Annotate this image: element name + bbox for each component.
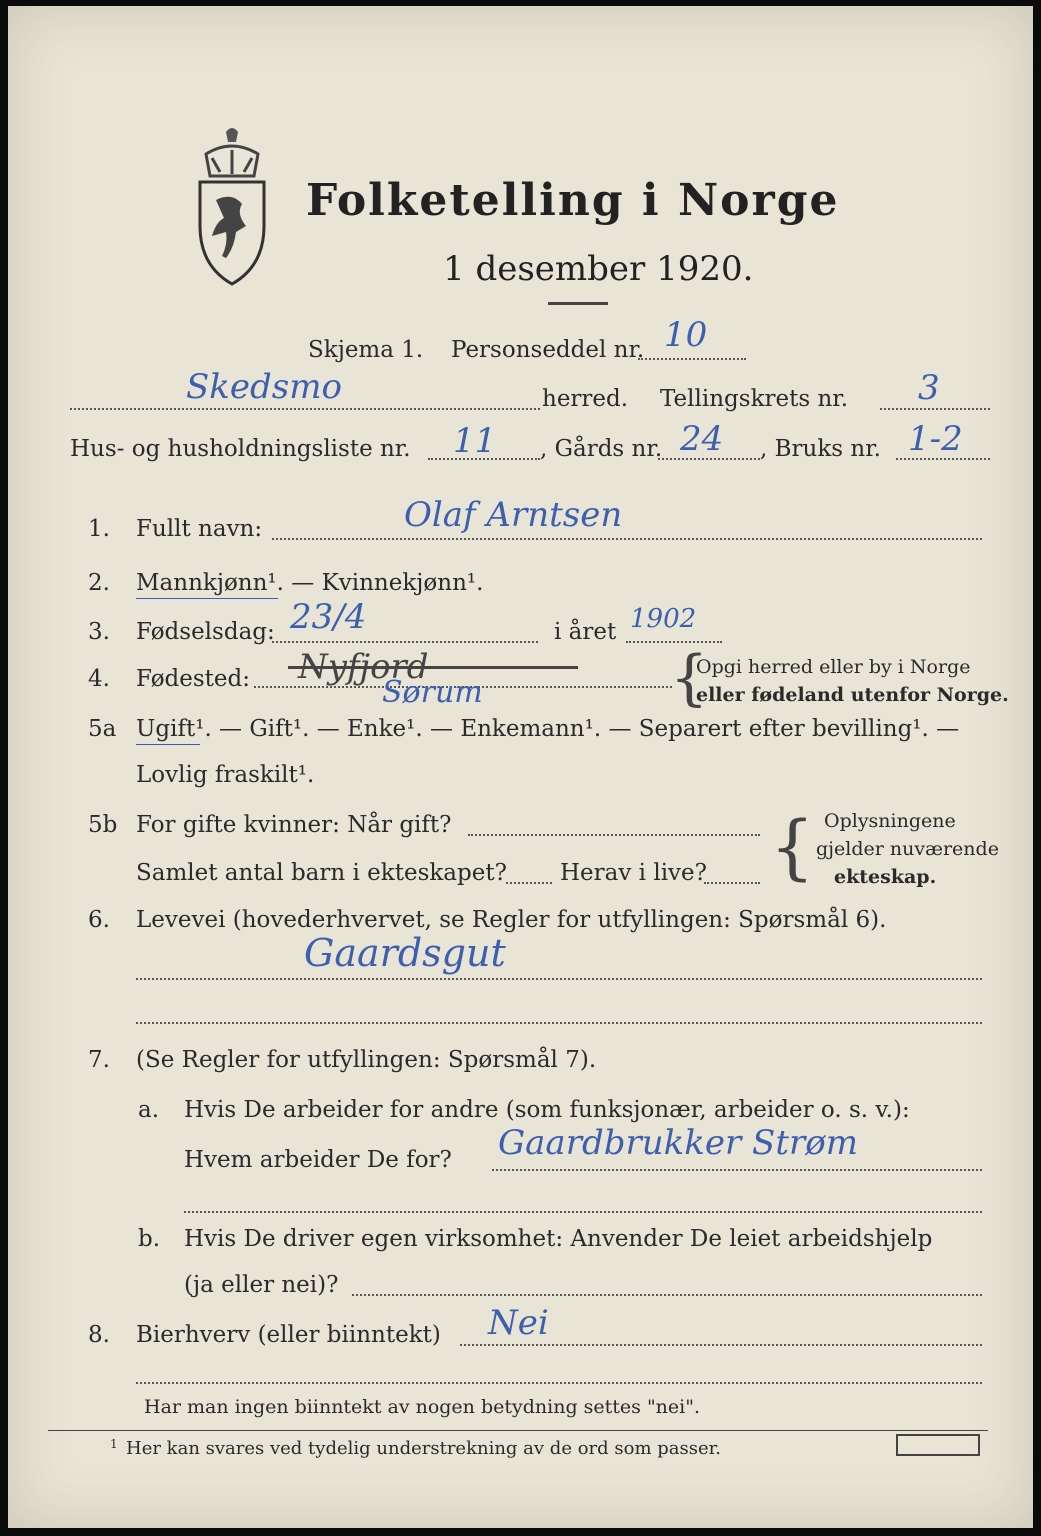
herred-value: Skedsmo [186, 367, 342, 407]
q5a-label: Ugift¹. — Gift¹. — Enke¹. — Enkemann¹. — Separert efter bevilling¹. — [136, 716, 960, 742]
tellingskrets-line [880, 408, 990, 410]
q6-value: Gaardsgut [304, 931, 506, 975]
gards-value: 24 [680, 419, 724, 459]
q5a-label-2: Lovlig fraskilt¹. [136, 762, 315, 788]
q8-number: 8. [88, 1322, 110, 1348]
q2-underline [136, 598, 278, 599]
q5b-label-3: Herav i live? [560, 860, 707, 886]
q1-value: Olaf Arntsen [404, 495, 623, 535]
q5b-note-1: Oplysningene [824, 810, 956, 832]
q7b-label-2: (ja eller nei)? [184, 1272, 339, 1298]
q5b-label: For gifte kvinner: Når gift? [136, 812, 452, 838]
q7-number: 7. [88, 1047, 110, 1073]
q5a-number: 5a [88, 716, 117, 742]
strike-line [288, 666, 578, 669]
q4-struck-value: Nyfjord [298, 647, 429, 687]
personseddel-label: Personseddel nr. [451, 337, 645, 363]
q4-note-1: Opgi herred eller by i Norge [696, 656, 971, 678]
footnote: Her kan svares ved tydelig understrekning av de ord som passer. [126, 1438, 721, 1459]
q3-year-label: i året [554, 619, 617, 645]
form-title: Folketelling i Norge [306, 175, 840, 226]
q5b-line-2 [506, 882, 552, 884]
divider [548, 302, 608, 305]
q5b-note-2: gjelder nuværende [816, 838, 999, 860]
q7a-number: a. [138, 1097, 160, 1123]
q3-label: Fødselsdag: [136, 619, 275, 645]
q7b-number: b. [138, 1226, 161, 1252]
q7a-line-2 [184, 1211, 982, 1213]
footer-note: Har man ingen biinntekt av nogen betydning settes "nei". [144, 1396, 701, 1418]
q5b-line [468, 834, 760, 836]
q4-note-2: eller fødeland utenfor Norge. [696, 684, 1009, 706]
q8-label: Bierhverv (eller biinntekt) [136, 1322, 441, 1348]
q1-number: 1. [88, 516, 110, 542]
q7a-line [492, 1169, 982, 1171]
q3-number: 3. [88, 619, 110, 645]
q5b-note-3: ekteskap. [834, 866, 937, 888]
coat-of-arms-icon [186, 124, 278, 290]
q8-line [460, 1344, 982, 1346]
bruks-label: , Bruks nr. [760, 436, 881, 462]
q3-year-value: 1902 [630, 604, 697, 634]
q4-label: Fødested: [136, 666, 251, 692]
q6-number: 6. [88, 907, 110, 933]
q8-line-2 [136, 1382, 982, 1384]
herred-line [70, 408, 540, 410]
q3-line [272, 641, 538, 643]
bruks-value: 1-2 [908, 419, 963, 459]
q7a-label: Hvis De arbeider for andre (som funksjonær, arbeider o. s. v.): [184, 1097, 910, 1123]
footer-divider [48, 1430, 988, 1431]
q6-line [136, 978, 982, 980]
census-date: 1 desember 1920. [443, 249, 754, 289]
footnote-mark: 1 [110, 1437, 118, 1451]
q4-number: 4. [88, 666, 110, 692]
q5b-number: 5b [88, 812, 118, 838]
q7-label: (Se Regler for utfyllingen: Spørsmål 7). [136, 1047, 597, 1073]
brace-icon: { [670, 643, 709, 713]
q1-line [272, 538, 982, 540]
tellingskrets-label: Tellingskrets nr. [660, 386, 849, 412]
q7b-label: Hvis De driver egen virksomhet: Anvender De leiet arbeidshjelp [184, 1226, 933, 1252]
herred-label: herred. [542, 386, 629, 412]
hus-value: 11 [453, 421, 497, 461]
tellingskrets-value: 3 [918, 368, 940, 408]
q1-label: Fullt navn: [136, 516, 263, 542]
q2-label: Mannkjønn¹. — Kvinnekjønn¹. [136, 570, 484, 596]
q7a-value: Gaardbrukker Strøm [498, 1123, 858, 1163]
q5b-line-3 [704, 882, 760, 884]
printer-stamp-icon [896, 1434, 980, 1456]
skjema-label: Skjema 1. [308, 337, 424, 363]
q5b-label-2: Samlet antal barn i ekteskapet? [136, 860, 507, 886]
q6-label: Levevei (hovederhvervet, se Regler for utfyllingen: Spørsmål 6). [136, 907, 887, 933]
personseddel-value: 10 [664, 315, 708, 355]
q7b-line [352, 1294, 982, 1296]
q7a-label-2: Hvem arbeider De for? [184, 1147, 452, 1173]
q5a-underline [136, 744, 200, 745]
brace-icon: { [770, 806, 815, 888]
q4-value: Sørum [382, 675, 483, 710]
q3-value: 23/4 [290, 597, 367, 637]
hus-label: Hus- og husholdningsliste nr. [70, 436, 411, 462]
q2-number: 2. [88, 570, 110, 596]
q6-line-2 [136, 1022, 982, 1024]
q8-value: Nei [488, 1303, 549, 1343]
personseddel-line [638, 358, 746, 360]
gards-label: , Gårds nr. [540, 436, 663, 462]
census-form [8, 6, 1033, 1528]
